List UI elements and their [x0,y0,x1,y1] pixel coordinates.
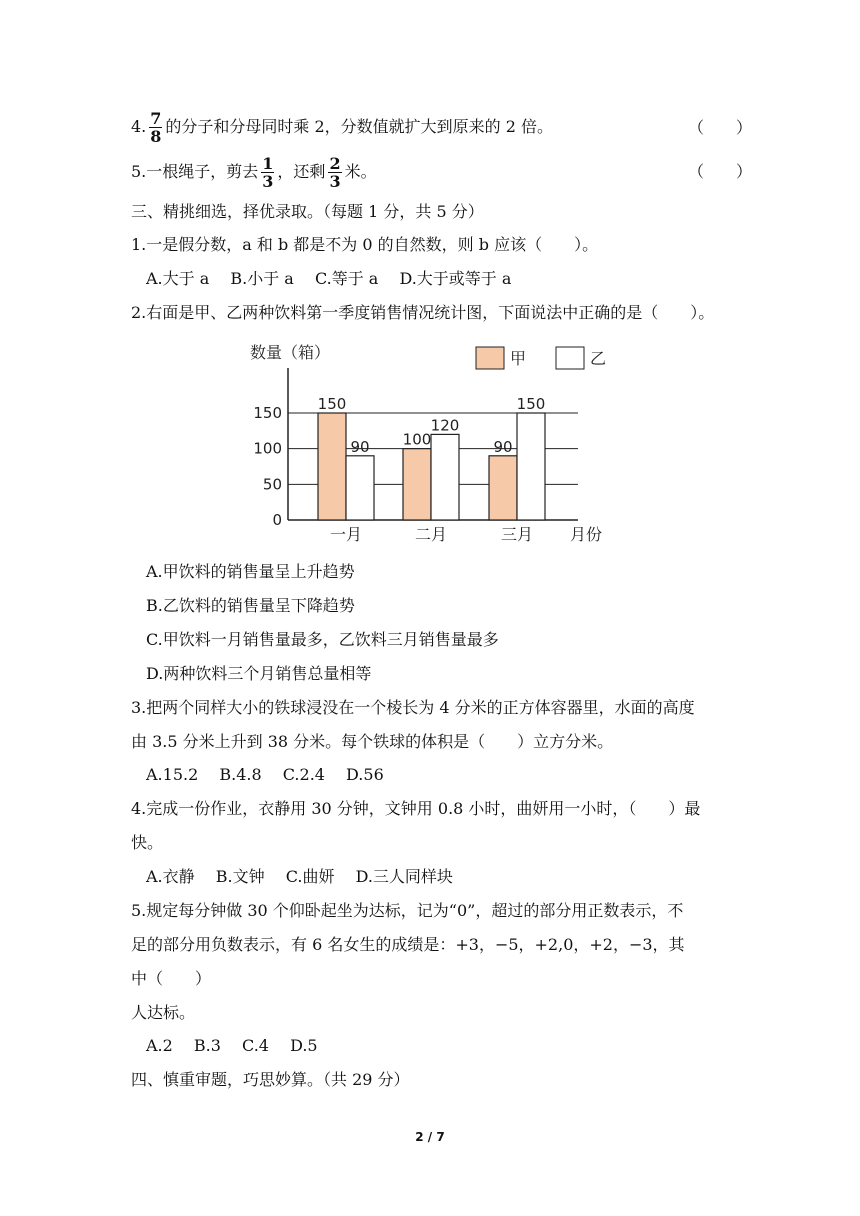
s3-q5-stem-line1: 5.规定每分钟做 30 个仰卧起坐为达标，记为“0”，超过的部分用正数表示，不 [131,901,684,920]
x-tick-label: 三月 [500,525,534,544]
bar [346,456,374,520]
x-tick-label: 二月 [414,525,448,544]
bar [403,449,431,520]
fraction-1-3: $\frac{1}{3}$ [262,154,274,191]
bar-value-label: 150 [317,395,347,413]
s3-q1-option-b[interactable]: B.小于 a [230,269,294,288]
x-tick-label: 一月 [329,525,363,544]
s3-q2-option-c[interactable]: C.甲饮料一月销售量最多，乙饮料三月销售量最多 [146,630,499,649]
s3-q3-stem-line2: 由 3.5 分米上升到 38 分米。每个铁球的体积是（ ）立方分米。 [131,732,614,751]
s3-q5-option-a[interactable]: A.2 [146,1036,173,1055]
bar [489,456,517,520]
x-axis-label: 月份 [569,525,603,544]
s3-q4-option-d[interactable]: D.三人同样块 [355,867,453,886]
s3-q5-stem-line3: 中（ ） [131,969,212,988]
bar-value-label: 120 [430,416,460,435]
s3-q5-stem-line2: 足的部分用负数表示，有 6 名女生的成绩是：+3，−5，+2,0，+2，−3，其 [131,935,685,954]
s3-q4-option-a[interactable]: A.衣静 [146,867,195,886]
s3-q2-option-d[interactable]: D.两种饮料三个月销售总量相等 [146,664,372,683]
section4-heading: 四、慎重审题，巧思妙算。（共 29 分） [131,1070,410,1089]
y-tick-label: 0 [272,511,282,529]
section3-heading: 三、精挑细选，择优录取。（每题 1 分，共 5 分） [131,202,484,221]
judge-q5-prefix: 5.一根绳子，剪去 [131,162,259,181]
bar [431,434,459,520]
s3-q1-stem: 1.一是假分数，a 和 b 都是不为 0 的自然数，则 b 应该（ ）。 [131,235,599,254]
legend-label: 乙 [590,349,607,368]
y-axis-label: 数量（箱） [249,343,331,362]
judge-q4-text: 的分子和分母同时乘 2，分数值就扩大到原来的 2 倍。 [165,117,554,136]
s3-q3-option-b[interactable]: B.4.8 [219,765,262,784]
s3-q4-option-b[interactable]: B.文钟 [215,867,265,886]
bar-value-label: 100 [402,430,432,449]
s3-q3-option-d[interactable]: D.56 [346,765,384,784]
y-tick-label: 50 [262,475,282,494]
fraction-2-3: $\frac{2}{3}$ [329,154,341,191]
judge-q5-answer-blank[interactable]: （ ） [688,162,753,181]
s3-q3-stem-line1: 3.把两个同样大小的铁球浸没在一个棱长为 4 分米的正方体容器里，水面的高度 [131,698,695,717]
s3-q1-option-d[interactable]: D.大于或等于 a [399,269,512,288]
s3-q2-option-a[interactable]: A.甲饮料的销售量呈上升趋势 [146,562,355,581]
fraction-7-8: $\frac{7}{8}$ [150,109,162,146]
s3-q3-option-a[interactable]: A.15.2 [146,765,199,784]
s3-q5-options [146,1034,318,1058]
s3-q3-options [146,763,384,787]
page-number: 2 / 7 [415,1130,445,1144]
s3-q1-option-a[interactable]: A.大于 a [146,269,210,288]
bar-value-label: 150 [516,395,546,413]
s3-q5-option-c[interactable]: C.4 [242,1036,269,1055]
s3-q3-option-c[interactable]: C.2.4 [282,765,325,784]
judge-q4 [131,110,553,145]
bar-value-label: 90 [493,437,513,456]
legend-swatch [556,347,584,369]
s3-q2-option-b[interactable]: B.乙饮料的销售量呈下降趋势 [146,596,355,615]
legend-swatch [476,347,504,369]
judge-q4-prefix: 4. [131,117,147,136]
s3-q4-options [146,865,453,889]
s3-q4-stem-line2: 快。 [131,833,164,852]
s3-q5-option-d[interactable]: D.5 [290,1036,318,1055]
s3-q5-option-b[interactable]: B.3 [193,1036,221,1055]
s3-q4-option-c[interactable]: C.曲妍 [285,867,335,886]
judge-q4-answer-blank[interactable]: （ ） [688,118,753,137]
s3-q1-options [146,267,511,291]
s3-q4-stem-line1: 4.完成一份作业，衣静用 30 分钟，文钟用 0.8 小时，曲妍用一小时，（ ）最 [131,799,701,818]
legend-label: 甲 [510,349,527,368]
s3-q1-option-c[interactable]: C.等于 a [314,269,379,288]
y-tick-label: 150 [253,404,282,422]
s3-q2-stem: 2.右面是甲、乙两种饮料第一季度销售情况统计图，下面说法中正确的是（ ）。 [131,303,715,322]
bar-value-label: 90 [350,437,370,456]
bar [517,413,545,520]
s3-q5-stem-line4: 人达标。 [131,1003,196,1022]
judge-q5 [131,155,377,190]
y-tick-label: 100 [253,439,282,458]
sales-bar-chart [238,338,618,548]
judge-q5-mid: ，还剩 [277,162,326,181]
judge-q5-suffix: 米。 [344,162,377,181]
bar [318,413,346,520]
